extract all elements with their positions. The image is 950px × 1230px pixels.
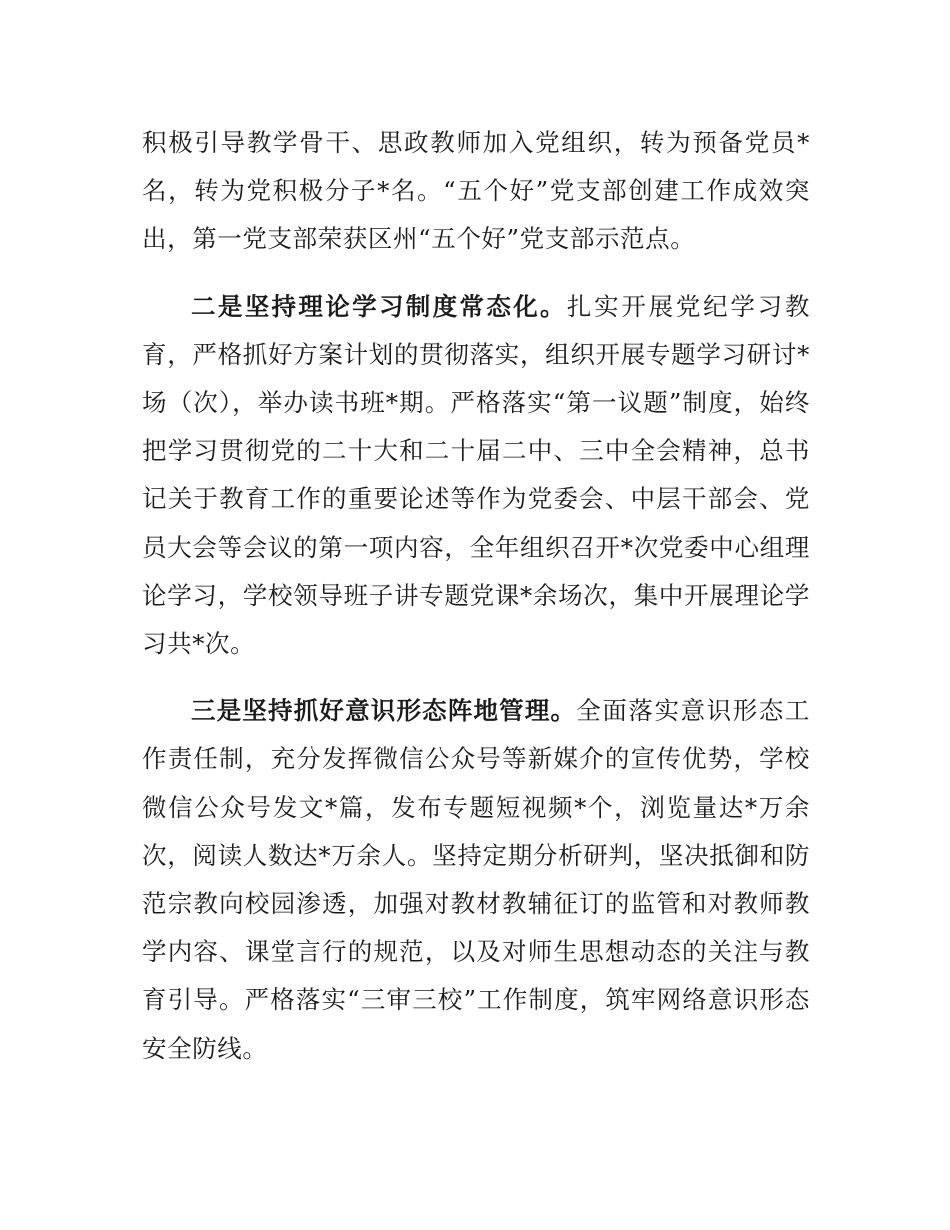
paragraph-theory-study xyxy=(142,283,810,669)
paragraph-heading: 二是坚持理论学习制度常态化。 xyxy=(191,291,567,321)
paragraph-text: 全面落实意识形态工作责任制，充分发挥微信公众号等新媒介的宣传优势，学校微信公众号发文*篇，发布专题短视频*个，浏览量达*万余次，阅读人数达*万余人。坚持定期分析研判，坚决抵御和防范宗教向校园渗透，加强对教材教辅征订的监管和对教师教学内容、课堂言行的规范，以及对师生思想动态的关注与教育引导。严格落实“三审三校”工作制度，筑牢网络意识形态安全防线。 xyxy=(142,696,810,1063)
paragraph-ideology-management xyxy=(142,687,810,1073)
paragraph-text: 扎实开展党纪学习教育，严格抓好方案计划的贯彻落实，组织开展专题学习研讨*场（次），举办读书班*期。严格落实“第一议题”制度，始终把学习贯彻党的二十大和二十届二中、三中全会精神，总书记关于教育工作的重要论述等作为党委会、中层干部会、党员大会等会议的第一项内容，全年组织召开*次党委中心组理论学习，学校领导班子讲专题党课*余场次，集中开展理论学习共*次。 xyxy=(142,291,810,659)
paragraph-text: 积极引导教学骨干、思政教师加入党组织，转为预备党员*名，转为党积极分子*名。“五个好”党支部创建工作成效突出，第一党支部荣获区州“五个好”党支部示范点。 xyxy=(142,128,810,254)
document-body xyxy=(142,119,810,1073)
paragraph-continuation xyxy=(142,119,810,264)
paragraph-heading: 三是坚持抓好意识形态阵地管理。 xyxy=(191,696,577,726)
